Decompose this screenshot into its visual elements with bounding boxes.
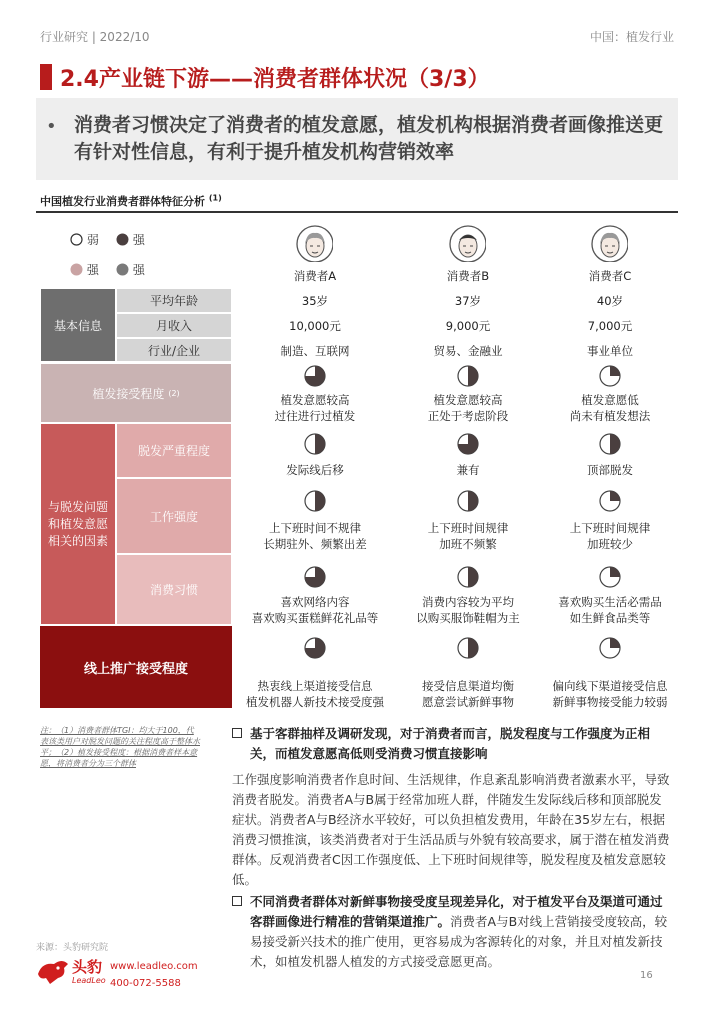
consumer-avatar-icon bbox=[295, 224, 333, 262]
online-text: 热衷线上渠道接受信息 植发机器人新技术接受度强 bbox=[246, 679, 384, 709]
habit-pie bbox=[598, 565, 622, 589]
header-right: 中国：植发行业 bbox=[589, 30, 674, 44]
row-basic: 基本信息 bbox=[40, 288, 116, 362]
consumer-avatar-icon bbox=[590, 224, 628, 262]
severity-text: 兼有 bbox=[456, 463, 480, 477]
leopard-icon bbox=[36, 956, 70, 986]
consumer-name: 消费者B bbox=[446, 269, 490, 283]
severity-text: 顶部脱发 bbox=[587, 463, 633, 477]
logo-cn: 头豹 bbox=[72, 958, 103, 976]
row-severity: 脱发严重程度 bbox=[116, 423, 232, 478]
work-pie bbox=[598, 489, 622, 513]
row-willingness: 植发接受程度 (2) bbox=[40, 363, 232, 423]
row-online: 线上推广接受程度 bbox=[40, 626, 232, 708]
summary-text: 消费者习惯决定了消费者的植发意愿，植发机构根据消费者画像推送更有针对性信息，有利于提升植发机构营销效率 bbox=[74, 114, 664, 163]
footnote: 注：（1）消费者群体TGI：均大于100，代表该类用户对脱发问题的关注程度高于整体水平；（2）植发接受程度：根据消费者样本意愿，将消费者分为三个群体 bbox=[40, 726, 200, 768]
habit-text: 喜欢网络内容 喜欢购买蛋糕鲜花礼品等 bbox=[251, 595, 379, 625]
work-pie bbox=[303, 489, 327, 513]
chart-title-sup: (1) bbox=[208, 193, 222, 203]
willingness-pie bbox=[303, 364, 327, 388]
header-left: 行业研究 | 2022/10 bbox=[40, 30, 150, 44]
chart-title: 中国植发行业消费者群体特征分析 $^{(1)}$ bbox=[40, 193, 222, 208]
online-pie bbox=[456, 636, 480, 660]
site-url: www.leadleo.com bbox=[110, 961, 198, 972]
title-accent-bar bbox=[40, 64, 52, 90]
row-age: 平均年龄 bbox=[116, 288, 232, 313]
page-title: 2.4产业链下游——消费者群体状况（3/3） bbox=[60, 67, 490, 92]
bullet-icon: • bbox=[46, 116, 57, 137]
phone: 400-072-5588 bbox=[110, 978, 181, 989]
point-3 bbox=[232, 892, 672, 972]
row-work: 工作强度 bbox=[116, 478, 232, 554]
work-text: 上下班时间不规律 长期驻外、频繁出差 bbox=[263, 521, 367, 551]
willingness-pie bbox=[456, 364, 480, 388]
willingness-text: 植发意愿低 尚未有植发想法 bbox=[569, 393, 651, 423]
source-note: 来源：头豹研究院 bbox=[36, 943, 109, 953]
work-pie bbox=[456, 489, 480, 513]
row-habit: 消费习惯 bbox=[116, 554, 232, 625]
point-3-lead: 不同消费者群体对新鲜事物接受度呈现差异化，对于植发平台及渠道可通过客群画像进行精准的营销渠道推广。 bbox=[250, 894, 663, 929]
habit-text: 消费内容较为平均 以购买服饰鞋帽为主 bbox=[416, 595, 520, 625]
habit-pie bbox=[456, 565, 480, 589]
online-pie bbox=[303, 636, 327, 660]
circle-pink-icon bbox=[70, 263, 83, 276]
severity-text: 发际线后移 bbox=[286, 463, 344, 477]
legend-weak: 弱 bbox=[70, 231, 99, 248]
severity-pie bbox=[456, 432, 480, 456]
consumer-industry: 贸易、金融业 bbox=[433, 344, 503, 358]
work-text: 上下班时间规律 加班不频繁 bbox=[427, 521, 509, 551]
willingness-sup: (2) bbox=[168, 388, 180, 398]
work-text: 上下班时间规律 加班较少 bbox=[569, 521, 651, 551]
page-number: 16 bbox=[640, 970, 653, 981]
summary-box bbox=[36, 98, 678, 180]
point-1-text: 基于客群抽样及调研发现，对于消费者而言，脱发程度与工作强度为正相关，而植发意愿高低则受消费习惯直接影响 bbox=[250, 726, 651, 761]
online-pie bbox=[598, 636, 622, 660]
consumer-name: 消费者A bbox=[293, 269, 337, 283]
consumer-income: 10,000元 bbox=[289, 319, 341, 333]
row-industry: 行业/企业 bbox=[116, 338, 232, 362]
chart-rule bbox=[36, 211, 678, 213]
consumer-age: 35岁 bbox=[301, 294, 329, 308]
severity-pie bbox=[303, 432, 327, 456]
point-1 bbox=[232, 724, 672, 764]
legend-strong-pink: 强 bbox=[70, 261, 99, 278]
circle-dark-icon bbox=[116, 233, 129, 246]
leadleo-logo bbox=[36, 956, 106, 988]
consumer-income: 9,000元 bbox=[445, 319, 491, 333]
willingness-text: 植发意愿较高 正处于考虑阶段 bbox=[427, 393, 509, 423]
severity-pie bbox=[598, 432, 622, 456]
online-text: 偏向线下渠道接受信息 新鲜事物接受能力较弱 bbox=[552, 679, 668, 709]
habit-pie bbox=[303, 565, 327, 589]
legend-strong-dark: 强 bbox=[116, 231, 145, 248]
habit-text: 喜欢购买生活必需品 如生鲜食品类等 bbox=[558, 595, 662, 625]
willingness-pie bbox=[598, 364, 622, 388]
paragraph-2: 工作强度影响消费者作息时间、生活规律，作息紊乱影响消费者激素水平，导致消费者脱发。消费者A与B属于经常加班人群，伴随发生发际线后移和顶部脱发症状。消费者A与B经济水平较好，可以负担植发费用，年龄在35岁左右，根据消费习惯推演，该类消费者对于生活品质与外貌有较高要求，属于潜在植发消费群体。反观消费者C因工作强度低、上下班时间规律等，脱发程度及植发意愿较低。 bbox=[232, 772, 670, 887]
online-text: 接受信息渠道均衡 愿意尝试新鲜事物 bbox=[422, 679, 514, 709]
checkbox-icon bbox=[232, 728, 242, 738]
row-income: 月收入 bbox=[116, 313, 232, 338]
row-factors: 与脱发问题和植发意愿相关的因素 bbox=[40, 423, 116, 625]
consumer-age: 40岁 bbox=[596, 294, 624, 308]
circle-grey-icon bbox=[116, 263, 129, 276]
consumer-name: 消费者C bbox=[588, 269, 632, 283]
consumer-industry: 制造、互联网 bbox=[280, 344, 350, 358]
willingness-text: 植发意愿较高 过往进行过植发 bbox=[274, 393, 356, 423]
point-3-rest: 消费者A与B对线上营销接受度较高，较易接受新兴技术的推广使用，更容易成为客源转化的对象，并且对植发新技术，如植发机器人植发的方式接受意愿更高。 bbox=[250, 914, 668, 969]
checkbox-icon bbox=[232, 896, 242, 906]
logo-en: LeadLeo bbox=[72, 976, 106, 985]
consumer-age: 37岁 bbox=[454, 294, 482, 308]
consumer-industry: 事业单位 bbox=[587, 344, 633, 358]
consumer-avatar-icon bbox=[448, 224, 486, 262]
consumer-income: 7,000元 bbox=[587, 319, 633, 333]
circle-empty-icon bbox=[70, 233, 83, 246]
legend-strong-grey: 强 bbox=[116, 261, 145, 278]
